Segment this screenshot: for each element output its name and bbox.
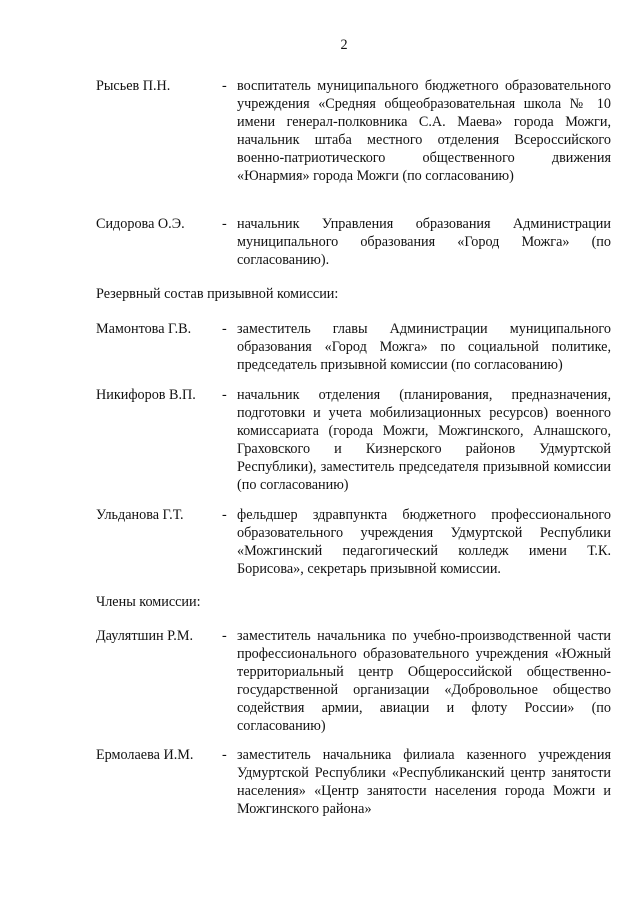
entry-dash: - bbox=[222, 78, 227, 94]
member-name: Мамонтова Г.В. bbox=[96, 321, 192, 337]
member-name: Рысьев П.Н. bbox=[96, 78, 171, 94]
reserve-heading: Резервный состав призывной комиссии: bbox=[96, 286, 339, 302]
member-description: воспитатель муниципального бюджетного образовательного учреждения «Средняя общеобразовательная школа № 10 имени генерал-полковника С.А. Маева» города Можги, начальник штаба местного отделения Всероссийского военно-патриотического общественного движения «Юнармия» города Можги (по согласованию) bbox=[237, 78, 611, 184]
entry-dash: - bbox=[222, 507, 227, 523]
member-name: Ульданова Г.Т. bbox=[96, 507, 184, 523]
entry-dash: - bbox=[222, 216, 227, 232]
members-heading: Члены комиссии: bbox=[96, 594, 201, 610]
member-name: Сидорова О.Э. bbox=[96, 216, 185, 232]
entry-dash: - bbox=[222, 628, 227, 644]
member-description: заместитель начальника по учебно-производственной части профессионального образовательного учреждения «Южный территориальный центр Общероссийской общественно-государственной организации «Добровольное общество содействия армии, авиации и флоту России» (по согласованию) bbox=[237, 628, 611, 734]
page-number: 2 bbox=[340, 37, 348, 53]
member-name: Ермолаева И.М. bbox=[96, 747, 194, 763]
entry-dash: - bbox=[222, 321, 227, 337]
member-description: заместитель начальника филиала казенного учреждения Удмуртской Республики «Республиканский центр занятости населения» «Центр занятости населения города Можги и Можгинского района» bbox=[237, 747, 611, 817]
member-name: Никифоров В.П. bbox=[96, 387, 196, 403]
member-description: начальник Управления образования Администрации муниципального образования «Город Можга» (по согласованию). bbox=[237, 216, 611, 268]
member-description: начальник отделения (планирования, предназначения, подготовки и учета мобилизационных ресурсов) военного комиссариата (города Можги, Можгинского, Алнашского, Граховского и Кизнерского районов Удмуртской Республики), заместитель председателя призывной комиссии (по согласованию) bbox=[237, 387, 611, 493]
member-description: заместитель главы Администрации муниципального образования «Город Можга» по социальной политике, председатель призывной комиссии (по согласованию) bbox=[237, 321, 611, 373]
entry-dash: - bbox=[222, 387, 227, 403]
member-description: фельдшер здравпункта бюджетного профессионального образовательного учреждения Удмуртской Республики «Можгинский педагогический колледж имени Т.К. Борисова», секретарь призывной комиссии. bbox=[237, 507, 611, 577]
entry-dash: - bbox=[222, 747, 227, 763]
member-name: Даулятшин Р.М. bbox=[96, 628, 194, 644]
